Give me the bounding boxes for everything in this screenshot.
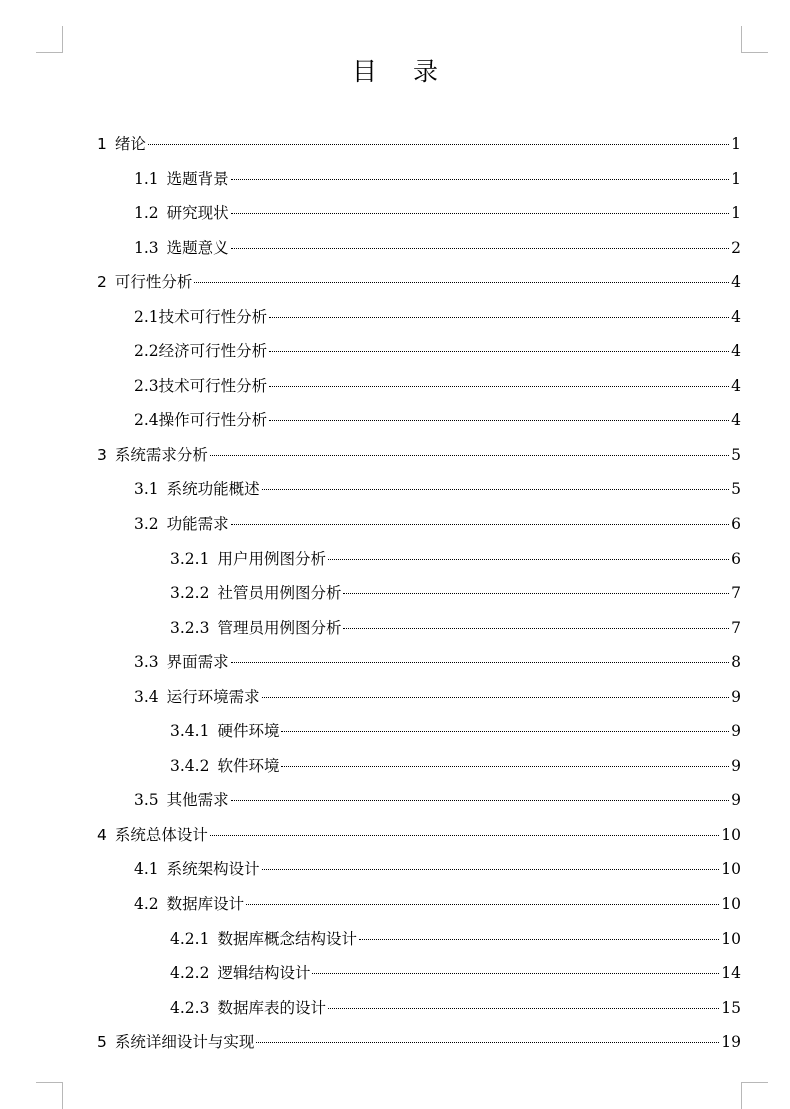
toc-entry-title: 硬件环境 <box>217 722 280 741</box>
toc-entry-page-number: 1 <box>731 135 741 153</box>
toc-dot-leader <box>246 904 719 905</box>
toc-entry-title: 系统详细设计与实现 <box>114 1033 255 1052</box>
toc-entry[interactable] <box>0 127 790 162</box>
toc-entry-page-number: 1 <box>731 169 741 188</box>
toc-entry-number: 4 <box>97 825 107 844</box>
toc-entry-title: 绪论 <box>114 135 146 153</box>
toc-entry-page-number: 10 <box>721 860 741 879</box>
toc-entry[interactable] <box>0 265 790 300</box>
toc-entry[interactable] <box>0 783 790 818</box>
crop-mark-bottom-right <box>741 1082 768 1109</box>
toc-entry[interactable] <box>0 749 790 784</box>
toc-entry-title: 经济可行性分析 <box>158 342 268 361</box>
toc-entry-number: 4.2.2 <box>170 964 210 983</box>
toc-entry-number: 1.1 <box>134 169 159 188</box>
toc-entry-page-number: 10 <box>721 825 741 844</box>
toc-entry-page-number: 15 <box>721 998 741 1017</box>
toc-entry[interactable] <box>0 542 790 577</box>
toc-entry-page-number: 9 <box>731 791 741 810</box>
toc-entry[interactable] <box>0 576 790 611</box>
toc-dot-leader <box>210 835 719 836</box>
toc-entry-title: 数据库表的设计 <box>217 998 326 1017</box>
toc-dot-leader <box>231 524 729 525</box>
toc-dot-leader <box>281 731 729 732</box>
toc-entry-title: 管理员用例图分析 <box>217 618 342 637</box>
toc-entry[interactable] <box>0 818 790 853</box>
toc-dot-leader <box>281 766 729 767</box>
toc-entry-page-number: 7 <box>731 618 741 637</box>
toc-dot-leader <box>269 351 729 352</box>
toc-dot-leader <box>231 179 729 180</box>
toc-entry-page-number: 4 <box>731 307 741 326</box>
toc-entry-number: 2.3 <box>134 376 159 395</box>
toc-entry[interactable] <box>0 714 790 749</box>
toc-entry-number: 2.4 <box>134 411 159 430</box>
toc-dot-leader <box>343 593 729 594</box>
toc-entry-title: 研究现状 <box>166 204 229 223</box>
toc-entry[interactable] <box>0 922 790 957</box>
toc-dot-leader <box>269 386 729 387</box>
toc-entry-number: 3.2.3 <box>170 618 210 637</box>
toc-entry-title: 社管员用例图分析 <box>217 584 342 603</box>
toc-dot-leader <box>312 973 719 974</box>
table-of-contents <box>0 127 790 1060</box>
toc-entry-number: 1.2 <box>134 204 159 223</box>
toc-entry-title: 系统总体设计 <box>114 825 208 844</box>
toc-entry[interactable] <box>0 887 790 922</box>
toc-entry[interactable] <box>0 991 790 1026</box>
toc-entry[interactable] <box>0 1025 790 1060</box>
toc-dot-leader <box>231 800 729 801</box>
toc-entry-page-number: 1 <box>731 204 741 223</box>
toc-entry-title: 用户用例图分析 <box>217 549 326 568</box>
toc-entry-number: 3.1 <box>134 480 159 499</box>
toc-entry[interactable] <box>0 472 790 507</box>
toc-entry[interactable] <box>0 196 790 231</box>
toc-entry-title: 技术可行性分析 <box>158 307 268 326</box>
toc-dot-leader <box>328 1008 719 1009</box>
toc-entry-page-number: 2 <box>731 238 741 257</box>
toc-entry[interactable] <box>0 956 790 991</box>
toc-dot-leader <box>231 248 729 249</box>
toc-entry-page-number: 10 <box>721 929 741 948</box>
toc-entry[interactable] <box>0 334 790 369</box>
toc-entry-page-number: 6 <box>731 515 741 534</box>
toc-entry-page-number: 4 <box>731 273 741 292</box>
toc-entry-page-number: 10 <box>721 895 741 914</box>
toc-entry[interactable] <box>0 611 790 646</box>
toc-entry-title: 软件环境 <box>217 756 280 775</box>
toc-entry-page-number: 19 <box>721 1033 741 1052</box>
toc-entry-page-number: 8 <box>731 653 741 672</box>
toc-entry-number: 4.2.3 <box>170 998 210 1017</box>
toc-entry-number: 4.2.1 <box>170 929 210 948</box>
toc-entry[interactable] <box>0 300 790 335</box>
toc-entry-title: 系统架构设计 <box>166 860 260 879</box>
toc-entry-number: 2.1 <box>134 307 159 326</box>
toc-entry-page-number: 9 <box>731 722 741 741</box>
toc-dot-leader <box>256 1042 719 1043</box>
toc-entry-number: 1 <box>97 135 107 153</box>
toc-entry-title: 数据库概念结构设计 <box>217 929 357 948</box>
toc-entry-page-number: 4 <box>731 376 741 395</box>
crop-mark-bottom-left <box>36 1082 63 1109</box>
toc-entry-number: 3.4.1 <box>170 722 210 741</box>
toc-entry-number: 3.4.2 <box>170 756 210 775</box>
toc-entry-title: 可行性分析 <box>114 273 193 292</box>
toc-dot-leader <box>210 455 729 456</box>
toc-dot-leader <box>262 489 729 490</box>
toc-dot-leader <box>262 869 720 870</box>
toc-entry[interactable] <box>0 369 790 404</box>
toc-entry-title: 其他需求 <box>166 791 229 810</box>
toc-entry-page-number: 9 <box>731 756 741 775</box>
toc-entry[interactable] <box>0 162 790 197</box>
toc-entry-title: 系统需求分析 <box>114 445 208 464</box>
toc-entry-number: 3.4 <box>134 687 159 706</box>
crop-mark-top-right <box>741 26 768 53</box>
toc-dot-leader <box>194 282 729 283</box>
toc-entry-number: 4.2 <box>134 895 159 914</box>
toc-entry-page-number: 14 <box>721 964 741 983</box>
toc-entry-title: 选题意义 <box>166 238 229 257</box>
toc-dot-leader <box>269 420 729 421</box>
toc-dot-leader <box>269 317 729 318</box>
toc-dot-leader <box>231 662 729 663</box>
toc-entry-number: 3.5 <box>134 791 159 810</box>
toc-entry-page-number: 9 <box>731 687 741 706</box>
toc-entry[interactable] <box>0 645 790 680</box>
toc-entry[interactable] <box>0 403 790 438</box>
toc-entry-number: 5 <box>97 1033 107 1052</box>
toc-entry[interactable] <box>0 231 790 266</box>
toc-entry-number: 3 <box>97 445 107 464</box>
page-title: 目 录 <box>352 57 452 86</box>
toc-entry-title: 操作可行性分析 <box>158 411 268 430</box>
toc-entry-page-number: 7 <box>731 584 741 603</box>
toc-entry-title: 界面需求 <box>166 653 229 672</box>
toc-entry-number: 1.3 <box>134 238 159 257</box>
toc-entry-title: 逻辑结构设计 <box>217 964 311 983</box>
toc-entry-number: 3.2 <box>134 515 159 534</box>
toc-dot-leader <box>231 213 729 214</box>
toc-entry-number: 3.2.1 <box>170 549 210 568</box>
toc-entry-number: 2.2 <box>134 342 159 361</box>
toc-entry-title: 选题背景 <box>166 169 229 188</box>
toc-entry-title: 系统功能概述 <box>166 480 260 499</box>
toc-entry[interactable] <box>0 852 790 887</box>
toc-entry-title: 功能需求 <box>166 515 229 534</box>
toc-entry[interactable] <box>0 507 790 542</box>
toc-dot-leader <box>262 697 729 698</box>
toc-dot-leader <box>343 628 729 629</box>
toc-dot-leader <box>359 939 719 940</box>
toc-dot-leader <box>148 144 729 145</box>
toc-entry-page-number: 4 <box>731 411 741 430</box>
toc-entry-number: 4.1 <box>134 860 159 879</box>
toc-entry[interactable] <box>0 680 790 715</box>
toc-entry-title: 运行环境需求 <box>166 687 260 706</box>
toc-entry-number: 3.2.2 <box>170 584 210 603</box>
toc-entry-page-number: 6 <box>731 549 741 568</box>
toc-entry-number: 3.3 <box>134 653 159 672</box>
crop-mark-top-left <box>36 26 63 53</box>
toc-entry-page-number: 5 <box>731 445 741 464</box>
toc-entry[interactable] <box>0 438 790 473</box>
toc-entry-title: 技术可行性分析 <box>158 376 268 395</box>
toc-entry-number: 2 <box>97 273 107 292</box>
toc-entry-title: 数据库设计 <box>166 895 245 914</box>
toc-dot-leader <box>328 559 729 560</box>
toc-entry-page-number: 5 <box>731 480 741 499</box>
toc-entry-page-number: 4 <box>731 342 741 361</box>
